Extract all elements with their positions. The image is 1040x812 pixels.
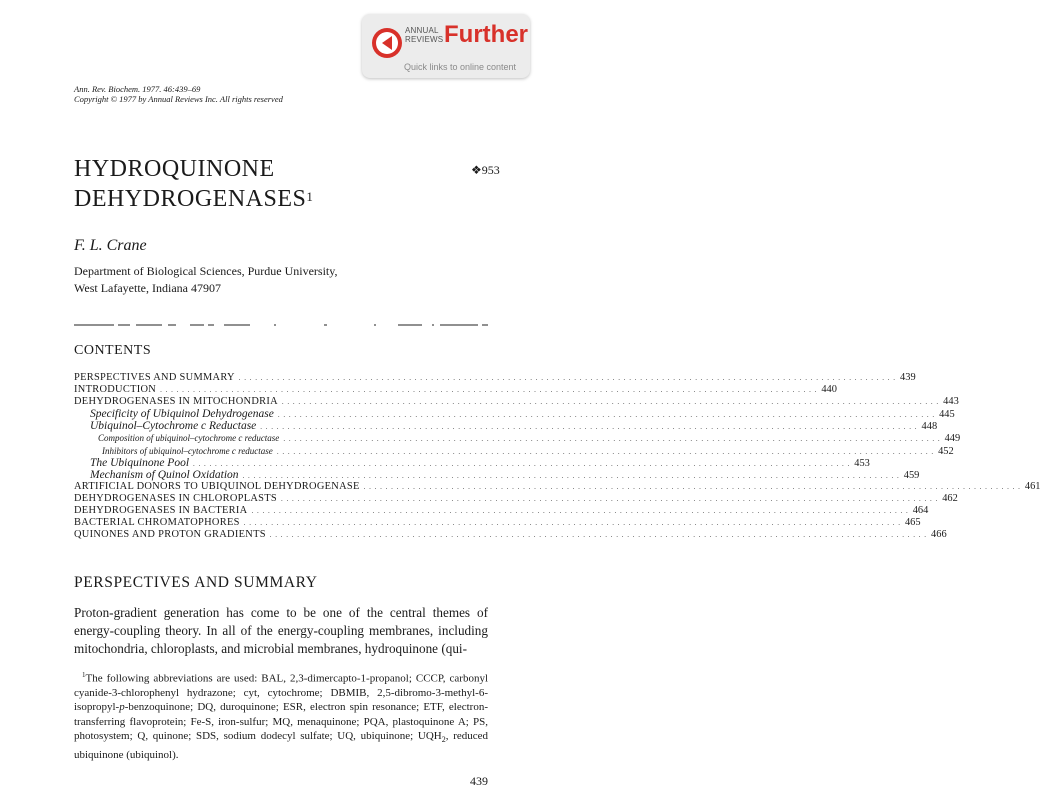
toc-entry-label: INTRODUCTION (74, 384, 157, 396)
toc-entry-label: PERSPECTIVES AND SUMMARY (74, 372, 235, 383)
toc-entry-label: Composition of ubiquinol–cytochrome c reductase (98, 433, 280, 444)
toc-entry[interactable] (74, 372, 916, 384)
toc-entry[interactable] (74, 492, 958, 505)
article-title (74, 154, 313, 214)
toc-entry[interactable] (74, 468, 920, 481)
toc-entry-label: Ubiquinol–Cytochrome c Reductase (90, 420, 257, 433)
table-of-contents (74, 372, 1040, 541)
toc-entry-label: Mechanism of Quinol Oxidation (90, 468, 239, 481)
toc-leader-dots: . . . . . . . . . . . . . . . . . . . . . . . . . . . . . . . . . . . . . . . . . . . . . . . . . . . . . . . . . . . . . . . . . . . . . . . . . . . . . . . . . . . . . . . . . . . . . . . . . . . . . . . . . . . . . . . . . . . . . . . . (243, 519, 901, 528)
footnote: $^1$The following abbreviations are used: BAL, 2,3-dimercapto-1-propanol; CCCP, carbonyl cyanide-3-chlorophenyl hydrazone; cyt, cytochrome; DBMIB, 2,5-dibromo-3-methyl-6-isopropyl-p-benzoquinone; DQ, duroquinone; ESR, electron spin resonance; ETF, electron-transferring flavoprotein; Fe-S, iron-sulfur; MQ, menaquinone; PQA, plastoquinone A; PS, photosystem; Q, quinone; SDS, sodium dodecyl sulfate; UQ, ubiquinone; $UQH_2$, reduced ubiquinone (ubiquinol). (74, 671, 489, 761)
publisher-name: ANNUAL REVIEWS (405, 26, 444, 44)
toc-entry-label: Specificity of Ubiquinol Dehydrogenase (90, 408, 274, 421)
title-line-2: DEHYDROGENASES$^1$ (74, 186, 314, 212)
body-paragraph: Proton-gradient generation has come to be one of the central themes of energy-coupling theory. In all of the energy-coupling membranes, including mitochondria, chloroplasts, and microbial membranes, hydroquinone (qui- (74, 605, 488, 656)
page-code: ❖953 (471, 163, 500, 177)
section-heading: PERSPECTIVES AND SUMMARY (74, 574, 318, 591)
author-name: F. L. Crane (74, 237, 147, 254)
toc-entry-page: 461 (1024, 480, 1040, 492)
toc-entry-page: 462 (942, 492, 958, 504)
toc-entry[interactable] (74, 456, 870, 469)
citation-line-2: Copyright © 1977 by Annual Reviews Inc. All rights reserved (74, 94, 283, 104)
toc-entry[interactable] (74, 445, 954, 457)
toc-entry-label: Inhibitors of ubiquinol–cytochrome c reductase (102, 445, 273, 456)
section-divider (74, 324, 488, 326)
toc-entry-page: 464 (912, 505, 929, 517)
toc-entry-page: 445 (939, 409, 955, 421)
toc-entry-page: 449 (944, 433, 961, 445)
toc-entry[interactable] (74, 408, 955, 421)
toc-entry-label: QUINONES AND PROTON GRADIENTS (74, 529, 266, 541)
toc-entry-page: 439 (900, 372, 916, 383)
title-footnote-mark: 1 (306, 189, 314, 204)
toc-entry[interactable] (74, 517, 921, 529)
toc-entry-page: 443 (943, 396, 959, 408)
toc-leader-dots: . . . . . . . . . . . . . . . . . . . . . . . . . . . . . . . . . . . . . . . . . . . . . . . . . . . . . . . . . . . . . . . . . . . . . . . . . . . . . . . . . . . . . . . . . . . . . . . . . . . . . . . . . . . . . . . . . . . . . . . . (193, 459, 851, 468)
toc-entry[interactable] (74, 384, 837, 396)
toc-entry-page: 440 (821, 384, 837, 396)
toc-leader-dots: . . . . . . . . . . . . . . . . . . . . . . . . . . . . . . . . . . . . . . . . . . . . . . . . . . . . . . . . . . . . . . . . . . . . . . . . . . . . . . . . . . . . . . . . . . . . . . . . . . . . . . . . . . . . . . . . . . . . . . . . (281, 398, 940, 407)
toc-entry[interactable] (74, 480, 1040, 493)
toc-entry-page: 448 (921, 421, 938, 433)
toc-entry[interactable] (74, 505, 929, 517)
toc-leader-dots: . . . . . . . . . . . . . . . . . . . . . . . . . . . . . . . . . . . . . . . . . . . . . . . . . . . . . . . . . . . . . . . . . . . . . . . . . . . . . . . . . . . . . . . . . . . . . . . . . . . . . . . . . . . . . . . . . . . . . . . . (280, 494, 939, 503)
further-subtitle: Quick links to online content (404, 62, 517, 72)
toc-entry-label: DEHYDROGENASES IN BACTERIA (74, 505, 248, 517)
toc-leader-dots: . . . . . . . . . . . . . . . . . . . . . . . . . . . . . . . . . . . . . . . . . . . . . . . . . . . . . . . . . . . . . . . . . . . . . . . . . . . . . . . . . . . . . . . . . . . . . . . . . . . . . . . . . . . . . . . . . . . . . . . . (260, 423, 918, 432)
toc-entry[interactable] (74, 396, 959, 408)
toc-leader-dots: . . . . . . . . . . . . . . . . . . . . . . . . . . . . . . . . . . . . . . . . . . . . . . . . . . . . . . . . . . . . . . . . . . . . . . . . . . . . . . . . . . . . . . . . . . . . . . . . . . . . . . . . . . . . . . . . . . . . . . . . (238, 374, 897, 382)
toc-entry[interactable] (74, 420, 938, 433)
toc-leader-dots: . . . . . . . . . . . . . . . . . . . . . . . . . . . . . . . . . . . . . . . . . . . . . . . . . . . . . . . . . . . . . . . . . . . . . . . . . . . . . . . . . . . . . . . . . . . . . . . . . . . . . . . . . . . . . . . . . . . . . . . . (283, 435, 941, 444)
toc-entry[interactable] (74, 529, 947, 541)
toc-leader-dots: . . . . . . . . . . . . . . . . . . . . . . . . . . . . . . . . . . . . . . . . . . . . . . . . . . . . . . . . . . . . . . . . . . . . . . . . . . . . . . . . . . . . . . . . . . . . . . . . . . . . . . . . . . . . . . . . . . . . . . . . (242, 471, 900, 480)
toc-entry-label: DEHYDROGENASES IN MITOCHONDRIA (74, 396, 278, 408)
citation-line-1: Ann. Rev. Biochem. 1977. 46:439–69 (74, 84, 201, 94)
toc-entry-page: 466 (931, 529, 947, 541)
affiliation-line-1: Department of Biological Sciences, Purdue University, (74, 264, 338, 278)
further-banner[interactable] (362, 14, 530, 78)
toc-entry-page: 453 (854, 457, 870, 469)
toc-entry-page: 465 (904, 517, 921, 529)
citation (74, 84, 283, 104)
title-line-1: HYDROQUINONE (74, 156, 275, 182)
affiliation (74, 263, 338, 297)
footnote-mark: 1 (82, 671, 86, 679)
toc-entry-label: ARTIFICIAL DONORS TO UBIQUINOL DEHYDROGENASE (74, 480, 360, 492)
toc-entry-page: 452 (938, 445, 954, 457)
toc-entry-page: 459 (903, 469, 920, 481)
toc-leader-dots: . . . . . . . . . . . . . . . . . . . . . . . . . . . . . . . . . . . . . . . . . . . . . . . . . . . . . . . . . . . . . . . . . . . . . . . . . . . . . . . . . . . . . . . . . . . . . . . . . . . . . . . . . . . . . . . . . . . . . . . . (251, 507, 909, 516)
contents-heading: CONTENTS (74, 343, 152, 358)
toc-entry-label: DEHYDROGENASES IN CHLOROPLASTS (74, 492, 277, 504)
annual-reviews-logo-icon (370, 26, 404, 60)
toc-leader-dots: . . . . . . . . . . . . . . . . . . . . . . . . . . . . . . . . . . . . . . . . . . . . . . . . . . . . . . . . . . . . . . . . . . . . . . . . . . . . . . . . . . . . . . . . . . . . . . . . . . . . . . . . . . . . . . . . . . . . . . . . (277, 411, 936, 420)
affiliation-line-2: West Lafayette, Indiana 47907 (74, 281, 221, 295)
toc-entry-label: BACTERIAL CHROMATOPHORES (74, 517, 240, 529)
toc-leader-dots: . . . . . . . . . . . . . . . . . . . . . . . . . . . . . . . . . . . . . . . . . . . . . . . . . . . . . . . . . . . . . . . . . . . . . . . . . . . . . . . . . . . . . . . . . . . . . . . . . . . . . . . . . . . . . . . . . . . . . . . . (276, 447, 935, 456)
toc-leader-dots: . . . . . . . . . . . . . . . . . . . . . . . . . . . . . . . . . . . . . . . . . . . . . . . . . . . . . . . . . . . . . . . . . . . . . . . . . . . . . . . . . . . . . . . . . . . . . . . . . . . . . . . . . . . . . . . . . . . . . . . . (269, 531, 928, 540)
toc-leader-dots: . . . . . . . . . . . . . . . . . . . . . . . . . . . . . . . . . . . . . . . . . . . . . . . . . . . . . . . . . . . . . . . . . . . . . . . . . . . . . . . . . . . . . . . . . . . . . . . . . . . . . . . . . . . . . . . . . . . . . . . . (160, 386, 818, 395)
page-number: 439 (470, 774, 488, 788)
further-label[interactable]: Further (444, 21, 528, 48)
toc-entry-label: The Ubiquinone Pool (90, 456, 190, 469)
toc-entry[interactable] (74, 432, 961, 445)
toc-leader-dots: . . . . . . . . . . . . . . . . . . . . . . . . . . . . . . . . . . . . . . . . . . . . . . . . . . . . . . . . . . . . . . . . . . . . . . . . . . . . . . . . . . . . . . . . . . . . . . . . . . . . . . . . . . . . . . . . . . . . . . . . (363, 482, 1021, 491)
